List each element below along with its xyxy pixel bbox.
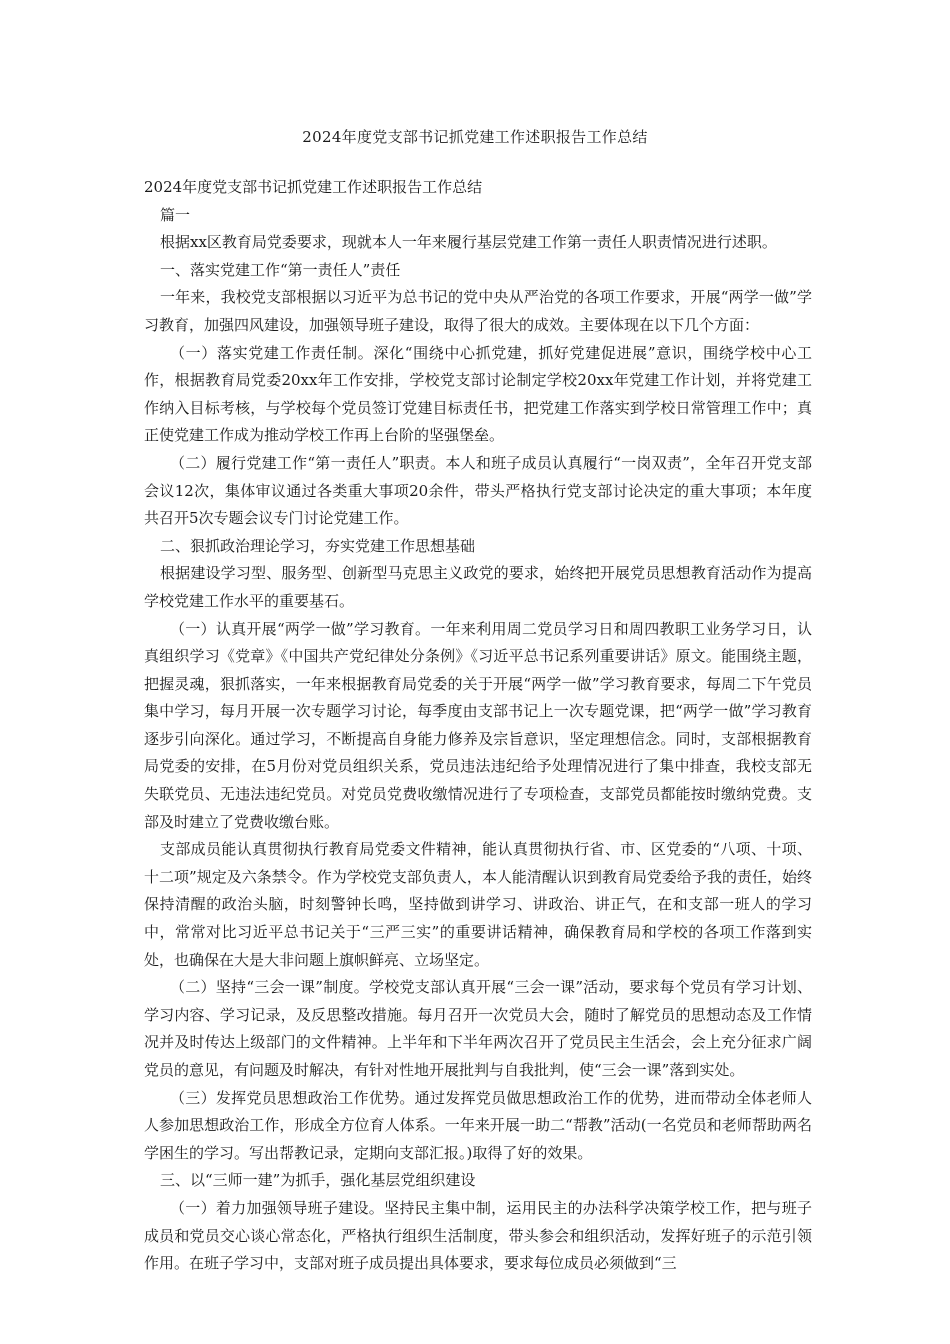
- paragraph: （一）落实党建工作责任制。深化“围绕中心抓党建，抓好党建促进展”意识，围绕学校中心工作，根据教育局党委20xx年工作安排，学校党支部讨论制定学校20xx年党建工作计划，并将党建工作纳入目标考核，与学校每个党员签订党建目标责任书，把党建工作落实到学校日常管理工作中；真正使党建工作成为推动学校工作再上台阶的坚强堡垒。: [144, 343, 812, 445]
- paragraph: （一）认真开展“两学一做”学习教育。一年来利用周二党员学习日和周四教职工业务学习日，认真组织学习《党章》《中国共产党纪律处分条例》《习近平总书记系列重要讲话》原文。能围绕主题，把握灵魂，狠抓落实，一年来根据教育局党委的关于开展“两学一做”学习教育要求，每周二下午党员集中学习，每月开展一次专题学习讨论，每季度由支部书记上一次专题党课，把“两学一做”学习教育逐步引向深化。通过学习，不断提高自身能力修养及宗旨意识，坚定理想信念。同时，支部根据教育局党委的安排，在5月份对党员组织关系，党员违法违纪给予处理情况进行了集中排查，我校支部无失联党员、无违法违纪党员。对党员党费收缴情况进行了专项检查，支部党员都能按时缴纳党费。支部及时建立了党费收缴台账。: [144, 619, 812, 831]
- document-body: [144, 174, 812, 1278]
- paragraph: （二）履行党建工作“第一责任人”职责。本人和班子成员认真履行“一岗双责”，全年召开党支部会议12次，集体审议通过各类重大事项20余件，带头严格执行党支部讨论决定的重大事项；本年度共召开5次专题会议专门讨论党建工作。: [144, 453, 812, 528]
- section-heading: 三、以“三师一建”为抓手，强化基层党组织建设: [160, 1171, 476, 1190]
- page-title: 2024年度党支部书记抓党建工作述职报告工作总结: [302, 128, 648, 146]
- section-heading: 二、狠抓政治理论学习，夯实党建工作思想基础: [160, 536, 476, 555]
- paragraph: 根据xx区教育局党委要求，现就本人一年来履行基层党建工作第一责任人职责情况进行述职。: [160, 233, 777, 252]
- paragraph: （二）坚持“三会一课”制度。学校党支部认真开展“三会一课”活动，要求每个党员有学习计划、学习内容、学习记录，及反思整改措施。每月召开一次党员大会，随时了解党员的思想动态及工作情况并及时传达上级部门的文件精神。上半年和下半年两次召开了党员民主生活会，会上充分征求广阔党员的意见，有问题及时解决，有针对性地开展批判与自我批判，使“三会一课”落到实处。: [144, 978, 812, 1079]
- paragraph: 根据建设学习型、服务型、创新型马克思主义政党的要求，始终把开展党员思想教育活动作为提高学校党建工作水平的重要基石。: [144, 564, 812, 610]
- document-subtitle: 2024年度党支部书记抓党建工作述职报告工作总结: [144, 178, 483, 196]
- paragraph: 一年来，我校党支部根据以习近平为总书记的党中央从严治党的各项工作要求，开展“两学一做”学习教育，加强四风建设，加强领导班子建设，取得了很大的成效。主要体现在以下几个方面：: [144, 288, 812, 334]
- paragraph: （三）发挥党员思想政治工作优势。通过发挥党员做思想政治工作的优势，进而带动全体老师人人参加思想政治工作，形成全方位育人体系。一年来开展一助二“帮教”活动(一名党员和老师帮助两名学困生的学习。写出帮教记录，定期向支部汇报。)取得了好的效果。: [144, 1088, 812, 1162]
- section-heading: 一、落实党建工作“第一责任人”责任: [160, 260, 401, 279]
- paragraph: （一）着力加强领导班子建设。坚持民主集中制，运用民主的办法科学决策学校工作，把与班子成员和党员交心谈心常态化，严格执行组织生活制度，带头参会和组织活动，发挥好班子的示范引领作用。在班子学习中，支部对班子成员提出具体要求，要求每位成员必须做到“三: [144, 1198, 812, 1273]
- paragraph: 支部成员能认真贯彻执行教育局党委文件精神，能认真贯彻执行省、市、区党委的“八项、十项、十二项”规定及六条禁令。作为学校党支部负责人，本人能清醒认识到教育局党委给予我的责任，始终保持清醒的政治头脑，时刻警钟长鸣，坚持做到讲学习、讲政治、讲正气，在和支部一班人的学习中，常常对比习近平总书记关于“三严三实”的重要讲话精神，确保教育局和学校的各项工作落到实处，也确保在大是大非问题上旗帜鲜亮、立场坚定。: [144, 840, 812, 969]
- section-label: 篇一: [160, 205, 191, 224]
